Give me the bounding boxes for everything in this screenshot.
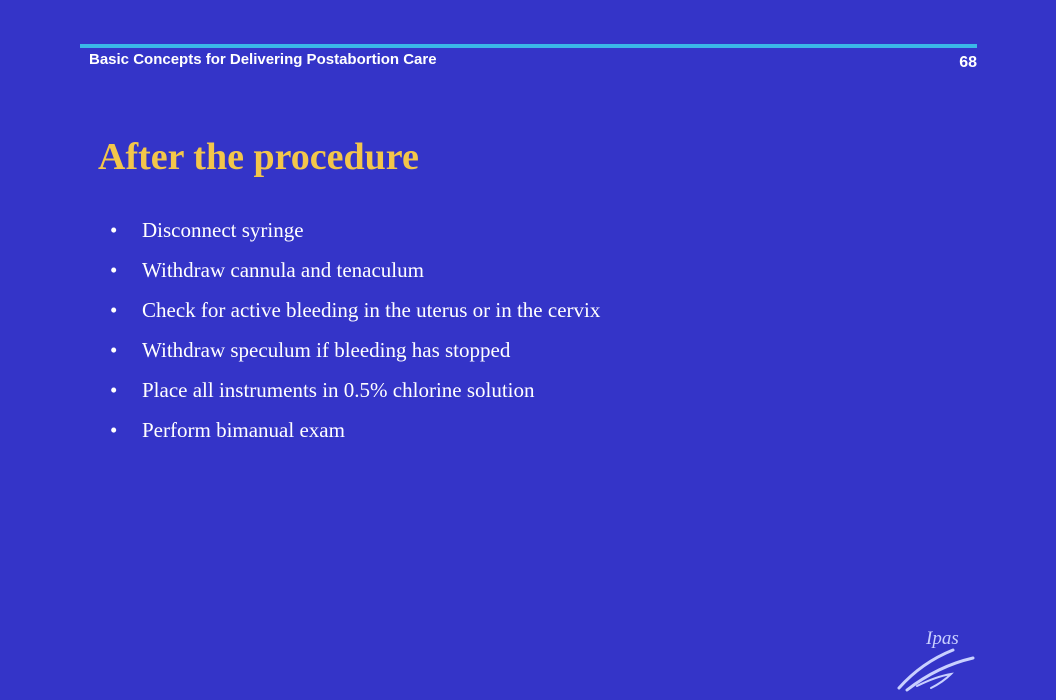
- bullet-text: Withdraw speculum if bleeding has stopped: [142, 338, 511, 362]
- bullet-text: Withdraw cannula and tenaculum: [142, 258, 424, 282]
- bullet-text: Disconnect syringe: [142, 218, 304, 242]
- slide-title: After the procedure: [98, 136, 419, 178]
- header-title: Basic Concepts for Delivering Postabortion Care: [89, 51, 437, 68]
- bullet-icon: •: [110, 218, 118, 242]
- bullet-icon: •: [110, 338, 118, 362]
- bullet-icon: •: [110, 298, 118, 322]
- bullet-icon: •: [110, 258, 118, 282]
- bullet-icon: •: [110, 378, 118, 402]
- header-rule: [80, 44, 977, 48]
- bullet-text: Place all instruments in 0.5% chlorine solution: [142, 378, 535, 402]
- bullet-text: Check for active bleeding in the uterus or in the cervix: [142, 298, 601, 322]
- ipas-logo: [895, 628, 980, 693]
- page-number: 68: [959, 54, 977, 71]
- bullet-text: Perform bimanual exam: [142, 418, 345, 442]
- bullet-icon: •: [110, 418, 118, 442]
- logo-text: Ipas: [926, 628, 959, 649]
